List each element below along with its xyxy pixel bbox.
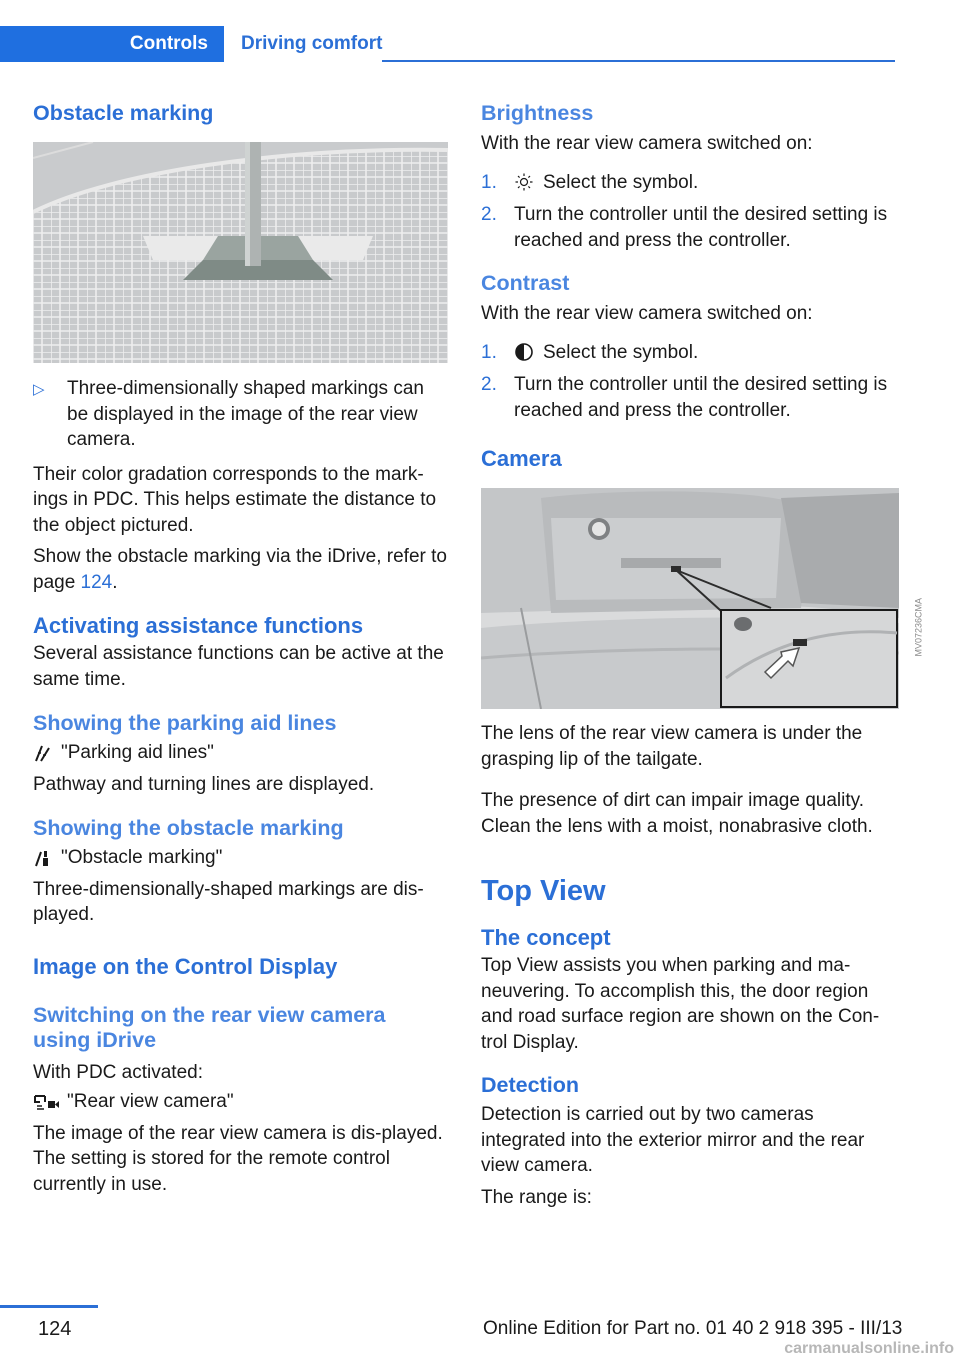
brightness-steps: [481, 170, 899, 254]
top-view-heading: Top View: [481, 875, 606, 907]
contrast-icon: [514, 342, 534, 362]
activating-heading: Activating assistance functions: [33, 613, 364, 638]
obstacle-marking-illustration: [33, 142, 448, 363]
page-link[interactable]: 124: [80, 571, 113, 593]
parking-lines-heading: Showing the parking aid lines: [33, 711, 337, 735]
watermark: carmanualsonline.info: [784, 1340, 954, 1357]
page-header: [0, 26, 895, 62]
brightness-heading: Brightness: [481, 101, 594, 125]
step-item: 1. Select the symbol.: [481, 171, 699, 193]
footer-rule: [0, 1305, 98, 1308]
obstacle-marking-icon: [33, 848, 53, 868]
image-code-label: MV07236CMA: [914, 598, 924, 657]
switching-heading: Switching on the rear view camera using iDrive: [33, 1002, 386, 1052]
camera-heading: Camera: [481, 446, 562, 471]
parking-lines-menu-item: "Parking aid lines": [33, 740, 448, 766]
contrast-steps: [481, 340, 899, 424]
rear-view-camera-icon: [33, 1092, 59, 1112]
parking-aid-lines-icon: [33, 743, 53, 763]
obstacle-marking-heading: Obstacle marking: [33, 101, 214, 125]
triangle-bullet-icon: ▷: [33, 381, 45, 398]
tailgate-camera-illustration: [481, 488, 899, 709]
step-item: 2. Turn the controller until the desired setting is reached and press the controller.: [481, 374, 888, 421]
step-item: 2. Turn the controller until the desired setting is reached and press the controller.: [481, 204, 888, 251]
image-control-display-heading: Image on the Control Display: [33, 953, 338, 979]
bullet-item: ▷ Three-dimensionally shaped markings can be displayed in the image of the rear view camera.: [33, 376, 448, 453]
obstacle-marking-image: [33, 142, 448, 363]
contrast-heading: Contrast: [481, 271, 570, 295]
paragraph-with-link: Show the obstacle marking via the iDrive, refer to page 124.: [33, 546, 447, 593]
camera-image: [481, 488, 924, 709]
step-item: 1. Select the symbol.: [481, 341, 699, 363]
obstacle-marking-menu-item: "Obstacle marking": [33, 845, 448, 871]
rear-view-camera-menu-item: "Rear view camera": [33, 1089, 448, 1115]
tab-controls[interactable]: Controls: [0, 26, 224, 62]
right-column: Brightness With the rear view camera switched on: 1. Select the symbol. 2. Turn the controller until the desired setting is reached and press the controller. Contrast With the rear view camera switched on: 1. Select the symbol. 2. Turn the controller until the desired setting is reached and press the controller. Camera MV07236CMA The lens of the rear view camera is under the grasping lip of the tailgate. The presence of dirt can impair image quality. Clean the lens with a moist, nonabrasive cloth. Top View The concept Top View assists you when parking and ma‐neuvering. To accomplish this, the door region and road surface region are shown on the Con‐trol Display. Detection Detection is carried out by two cameras integrated into the exterior mirror and the rear view camera. The range is:: [481, 101, 924, 1208]
detection-heading: Detection: [481, 1073, 579, 1097]
paragraph: Their color gradation corresponds to the mark‐ings in PDC. This helps estimate the distance to the object pictured.: [33, 463, 437, 536]
left-column: Obstacle marking ▷ Three-dimensionally shaped markings can be displayed in the image of the rear view camera. Their color gradation corresponds to the mark‐ings in PDC. This helps estimate the distance to the object pictured. Show the obstacle marking via the iDrive, refer to page 124. Activating assistance functions Several assistance functions can be active at the same time. Showing the parking aid lines "Parking aid lines" Pathway and turning lines are displayed. Showing the obstacle marking "Obstacle marking" Three-dimensionally-shaped markings are dis‐played. Image on the Control Display Switching on the rear view camera using iDrive With PDC activated: "Rear view camera" The image of the rear view camera is dis‐played. The setting is stored for the remote control currently in use.: [33, 101, 447, 1195]
edition-text: Online Edition for Part no. 01 40 2 918 395 - III/13: [483, 1318, 903, 1339]
page-number: 124: [38, 1318, 72, 1340]
concept-heading: The concept: [481, 925, 611, 950]
brightness-sun-icon: [514, 172, 534, 192]
tab-driving-comfort[interactable]: Driving comfort: [224, 26, 382, 62]
obstacle-show-heading: Showing the obstacle marking: [33, 816, 344, 840]
